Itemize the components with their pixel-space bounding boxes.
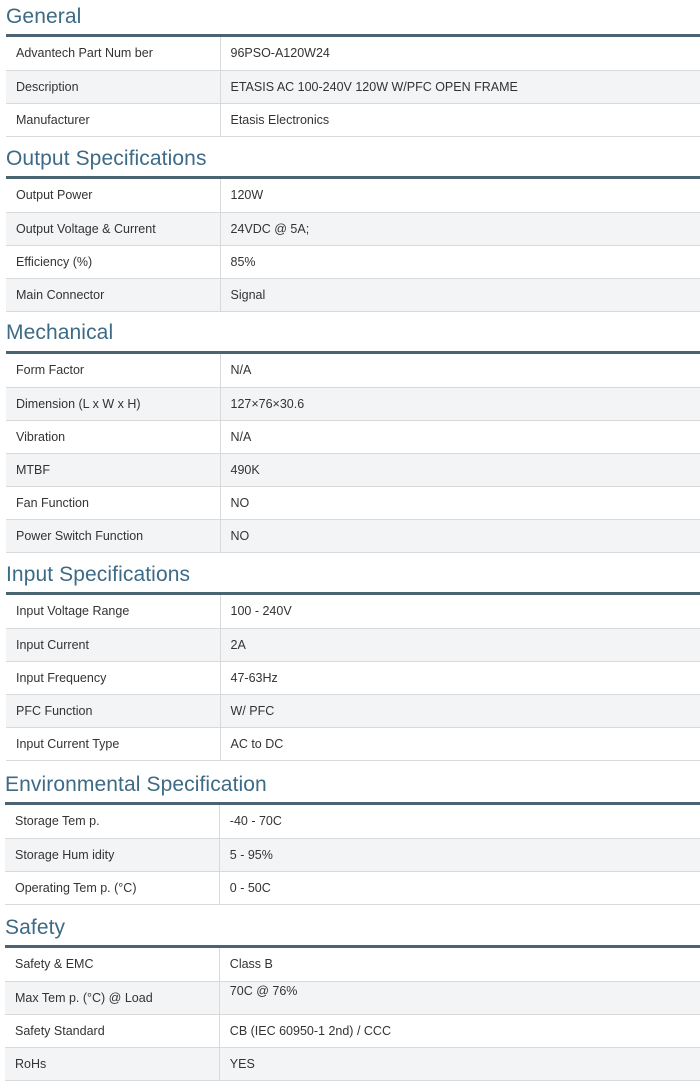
table-row: [6, 387, 700, 420]
table-row: [6, 245, 700, 278]
spec-value: N/A: [220, 420, 700, 453]
spec-label: PFC Function: [6, 694, 220, 727]
spec-value: 100 - 240V: [220, 595, 700, 628]
spec-label: Efficiency (%): [6, 245, 220, 278]
spec-value: ETASIS AC 100-240V 120W W/PFC OPEN FRAME: [220, 70, 700, 103]
table-row: [6, 628, 700, 661]
spec-label: Safety Standard: [5, 1014, 219, 1047]
table-row: [5, 838, 700, 871]
table-row: [6, 354, 700, 387]
spec-table: [5, 948, 700, 1081]
spec-value: NO: [220, 486, 700, 519]
spec-value: W/ PFC: [220, 694, 700, 727]
section-title: Input Specifications: [6, 563, 191, 586]
spec-value: 47-63Hz: [220, 661, 700, 694]
table-row: [6, 453, 700, 486]
spec-value: CB (IEC 60950-1 2nd) / CCC: [219, 1014, 700, 1047]
spec-table: [6, 354, 700, 553]
spec-value: 96PSO-A120W24: [220, 37, 700, 70]
section-title: Safety: [5, 916, 66, 939]
spec-value: Etasis Electronics: [220, 103, 700, 136]
table-row: [6, 103, 700, 136]
spec-value: -40 - 70C: [219, 805, 700, 838]
table-row: [6, 212, 700, 245]
table-row: [5, 948, 700, 981]
spec-value: 24VDC @ 5A;: [220, 212, 700, 245]
table-row: [5, 981, 700, 1014]
spec-label: Input Frequency: [6, 661, 220, 694]
spec-value: 490K: [220, 453, 700, 486]
section-title: General: [6, 5, 82, 28]
spec-value: YES: [219, 1047, 700, 1080]
spec-label: Input Current Type: [6, 727, 220, 760]
spec-table: [6, 179, 700, 312]
spec-label: Power Switch Function: [6, 519, 220, 552]
spec-label: Dimension (L x W x H): [6, 387, 220, 420]
spec-value: 70C @ 76%: [219, 981, 700, 1014]
table-row: [5, 871, 700, 904]
spec-label: Manufacturer: [6, 103, 220, 136]
section-title: Environmental Specification: [5, 773, 267, 796]
spec-label: Output Power: [6, 179, 220, 212]
spec-label: Description: [6, 70, 220, 103]
section-title: Output Specifications: [6, 147, 207, 170]
spec-value: 5 - 95%: [219, 838, 700, 871]
spec-label: RoHs: [5, 1047, 219, 1080]
spec-value: 85%: [220, 245, 700, 278]
table-row: [6, 486, 700, 519]
spec-value: N/A: [220, 354, 700, 387]
table-row: [6, 70, 700, 103]
spec-value: NO: [220, 519, 700, 552]
spec-label: Form Factor: [6, 354, 220, 387]
spec-label: Operating Tem p. (°C): [5, 871, 219, 904]
spec-value: Class B: [219, 948, 700, 981]
spec-label: MTBF: [6, 453, 220, 486]
spec-label: Safety & EMC: [5, 948, 219, 981]
spec-value: 120W: [220, 179, 700, 212]
spec-label: Output Voltage & Current: [6, 212, 220, 245]
table-row: [6, 661, 700, 694]
table-row: [6, 595, 700, 628]
spec-label: Storage Hum idity: [5, 838, 219, 871]
table-row: [6, 519, 700, 552]
section-title: Mechanical: [6, 321, 114, 344]
spec-table: [6, 595, 700, 761]
table-row: [6, 37, 700, 70]
table-row: [5, 805, 700, 838]
table-row: [6, 179, 700, 212]
spec-label: Input Current: [6, 628, 220, 661]
spec-value: Signal: [220, 278, 700, 311]
spec-table: [6, 37, 700, 137]
table-row: [5, 1014, 700, 1047]
spec-label: Vibration: [6, 420, 220, 453]
table-row: [6, 727, 700, 760]
spec-value: 0 - 50C: [219, 871, 700, 904]
spec-label: Max Tem p. (°C) @ Load: [5, 981, 219, 1014]
spec-value: AC to DC: [220, 727, 700, 760]
table-row: [5, 1047, 700, 1080]
spec-label: Main Connector: [6, 278, 220, 311]
table-row: [6, 278, 700, 311]
spec-label: Storage Tem p.: [5, 805, 219, 838]
spec-label: Advantech Part Num ber: [6, 37, 220, 70]
spec-value: 127×76×30.6: [220, 387, 700, 420]
spec-table: [5, 805, 700, 905]
table-row: [6, 694, 700, 727]
spec-value: 2A: [220, 628, 700, 661]
table-row: [6, 420, 700, 453]
spec-label: Fan Function: [6, 486, 220, 519]
spec-label: Input Voltage Range: [6, 595, 220, 628]
